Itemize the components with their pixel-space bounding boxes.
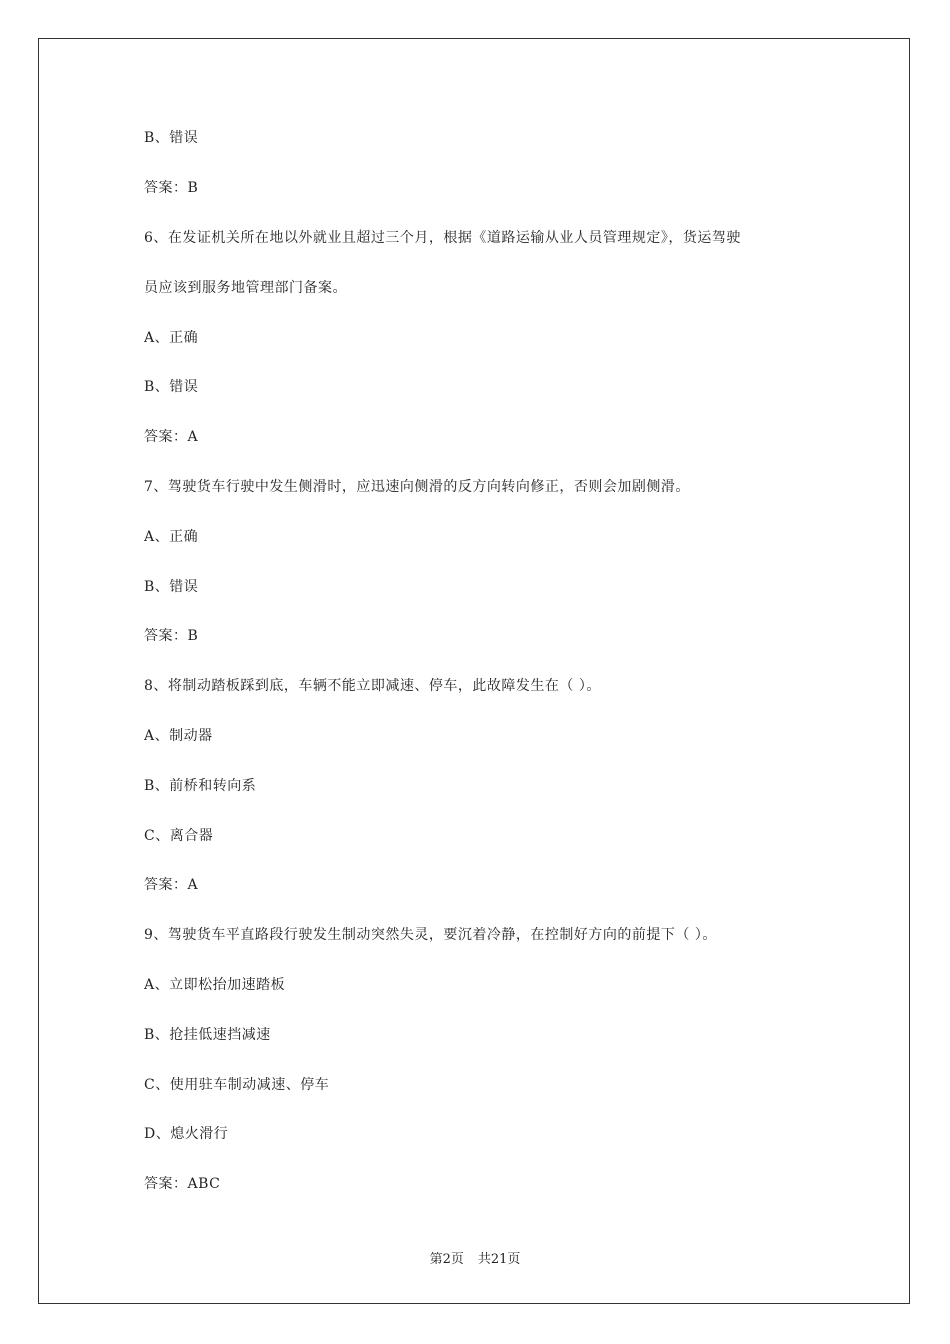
answer-q8: 答案：A	[144, 877, 199, 893]
option-c-q8: C、离合器	[144, 828, 214, 844]
option-a-q6: A、正确	[144, 330, 199, 346]
question-6-line1: 6、在发证机关所在地以外就业且超过三个月，根据《道路运输从业人员管理规定》，货运驾驶	[144, 230, 741, 246]
option-b-q9: B、抢挂低速挡减速	[144, 1027, 271, 1043]
option-c-q9: C、使用驻车制动减速、停车	[144, 1077, 330, 1093]
answer-q9: 答案：ABC	[144, 1176, 221, 1192]
option-b-q7: B、错误	[144, 579, 199, 595]
option-a-q8: A、制动器	[144, 728, 213, 744]
answer-q5: 答案：B	[144, 180, 199, 196]
answer-q6: 答案：A	[144, 429, 199, 445]
answer-q7: 答案：B	[144, 628, 199, 644]
option-b-q5: B、错误	[144, 130, 199, 146]
question-8: 8、将制动踏板踩到底，车辆不能立即减速、停车，此故障发生在（ ）。	[144, 678, 601, 694]
page-footer	[0, 1248, 950, 1267]
option-a-q9: A、立即松抬加速踏板	[144, 977, 286, 993]
option-b-q6: B、错误	[144, 379, 199, 395]
page-number: 第2页	[429, 1252, 464, 1267]
question-6-line2: 员应该到服务地管理部门备案。	[144, 280, 347, 296]
option-b-q8: B、前桥和转向系	[144, 778, 257, 794]
page-total: 共21页	[477, 1252, 521, 1267]
question-9: 9、驾驶货车平直路段行驶发生制动突然失灵，要沉着冷静，在控制好方向的前提下（ ）。	[144, 927, 717, 943]
page-border	[38, 38, 910, 1304]
option-d-q9: D、熄火滑行	[144, 1126, 229, 1142]
question-7: 7、驾驶货车行驶中发生侧滑时，应迅速向侧滑的反方向转向修正，否则会加剧侧滑。	[144, 479, 690, 495]
option-a-q7: A、正确	[144, 529, 199, 545]
